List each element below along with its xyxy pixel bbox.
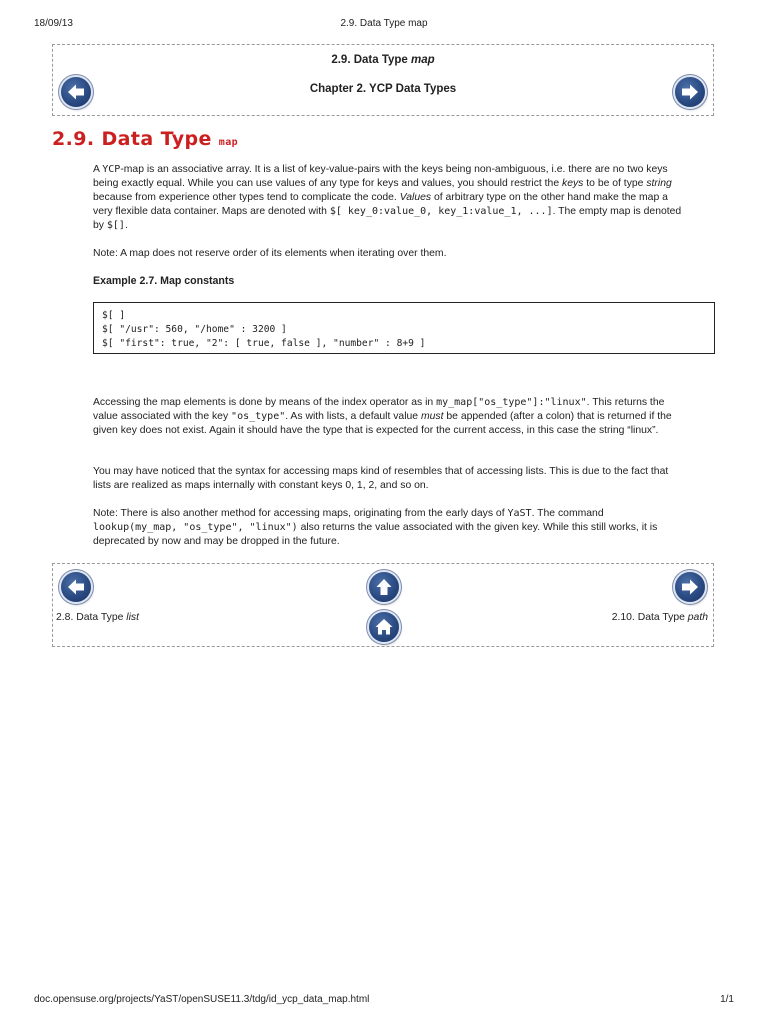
next-right-arrow-icon[interactable]	[675, 572, 705, 602]
next-right-arrow-icon[interactable]	[675, 77, 705, 107]
next-page-link[interactable]: 2.10. Data Type path	[611, 612, 708, 623]
code-line: $[ ]	[102, 310, 126, 321]
code-line: $[ "first": true, "2": [ true, false ], "number" : 8+9 ]	[102, 338, 426, 349]
nav-page-title: 2.9. Data Type map	[331, 54, 435, 66]
code-example	[93, 302, 715, 354]
bottom-navigation	[52, 563, 714, 647]
print-title: 2.9. Data Type map	[340, 18, 428, 29]
up-arrow-icon[interactable]	[369, 572, 399, 602]
order-note: Note: A map does not reserve order of its elements when iterating over them.	[93, 248, 447, 259]
top-navigation	[52, 44, 714, 116]
syntax-paragraph: You may have noticed that the syntax for accessing maps kind of resembles that of accessing lists. This is due to the fact that lists are realized as maps internally with constant keys 0, 1, 2, and so on.	[93, 466, 669, 491]
intro-paragraph: A YCP-map is an associative array. It is a list of key-value-pairs with the keys being non-ambiguous, i.e. there are no two keys being exactly equal. While you can use values of any type for keys and values, you should restrict the keys to be of type string because from experience other types tend to complicate the code. Values of arbitrary type on the other hand make the map a very flexible data container. Maps are denoted with $[ key_0:value_0, key_1:value_1, ...]. The empty map is denoted by $[].	[93, 164, 682, 231]
page-number: 1/1	[720, 994, 734, 1005]
print-url: doc.opensuse.org/projects/YaST/openSUSE11.3/tdg/id_ycp_data_map.html	[34, 994, 370, 1005]
print-date: 18/09/13	[34, 18, 73, 29]
home-icon[interactable]	[369, 612, 399, 642]
lookup-note: Note: There is also another method for accessing maps, originating from the early days of YaST. The command lookup(my_map, "os_type", "linux") also returns the value associated with the given key. While this still works, it is deprecated by now and may be dropped in the future.	[93, 508, 658, 547]
prev-left-arrow-icon[interactable]	[61, 77, 91, 107]
prev-page-link[interactable]: 2.8. Data Type list	[56, 612, 139, 623]
nav-chapter-link[interactable]: Chapter 2. YCP Data Types	[309, 83, 457, 95]
code-line: $[ "/usr": 560, "/home" : 3200 ]	[102, 324, 287, 335]
example-title: Example 2.7. Map constants	[93, 275, 235, 287]
page-heading: 2.9. Data Type map	[52, 128, 239, 150]
prev-left-arrow-icon[interactable]	[61, 572, 91, 602]
access-paragraph: Accessing the map elements is done by means of the index operator as in my_map["os_type"]:"linux". This returns the value associated with the key "os_type". As with lists, a default value must be appended (after a colon) that is returned if the given key does not exist. Again it should have the type that is expected for the current access, in this case the string “linux”.	[93, 397, 672, 436]
